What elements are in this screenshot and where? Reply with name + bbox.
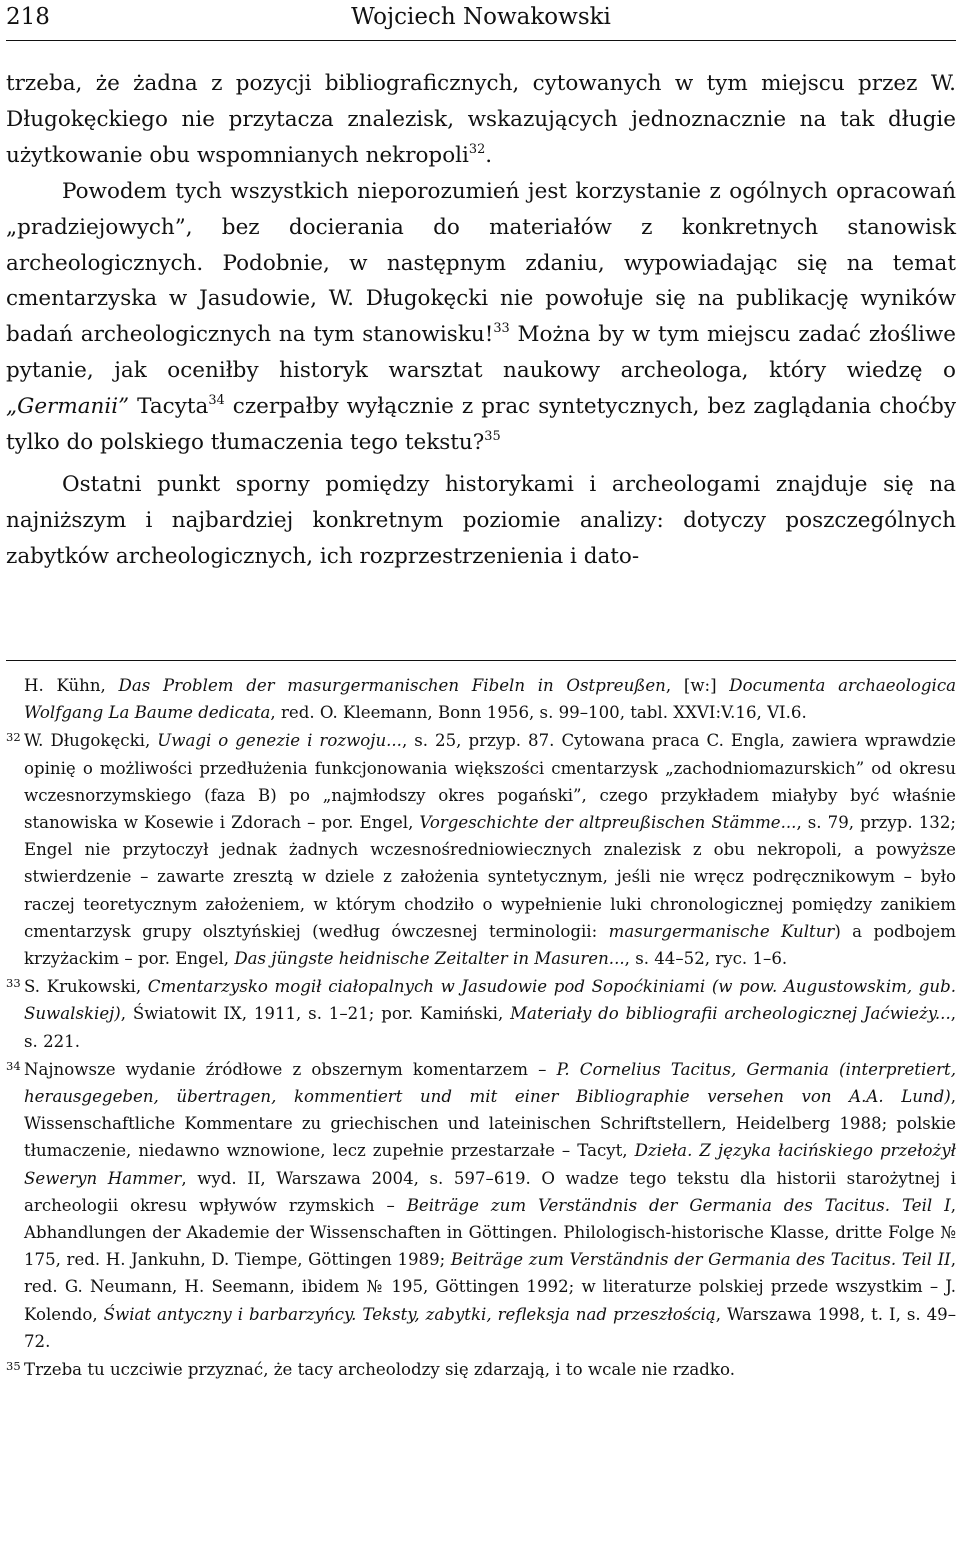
footnote-title: Cmentarzysko mogił ciałopalnych w Jasudowie pod Sopoćkiniami (w pow. Augustowskim, gub. Suwalskiej) xyxy=(24,977,956,1024)
paragraph-1-end: . xyxy=(485,142,493,168)
footnote-text: , [w:] xyxy=(665,676,730,695)
footnote-text: , Wissenschaftliche Kommentare zu griechischen und lateinischen Schriftstellern, Heidelberg 1988; polskie tłumaczenie, niedawno wznowione, lecz zupełnie przestarzałe – Tacyt, xyxy=(24,1087,956,1161)
footnote-33 xyxy=(6,973,956,1055)
paragraph-2 xyxy=(6,174,956,461)
header-rule xyxy=(6,40,956,41)
footnote-number: 32 xyxy=(6,730,21,745)
footnote-text: S. Krukowski, xyxy=(24,977,148,997)
footnote-text: H. Kühn, xyxy=(24,676,119,695)
footnote-text: , Światowit IX, 1911, s. 1–21; por. Kamiński, xyxy=(120,1004,511,1024)
footnote-text: , s. 221. xyxy=(24,1004,956,1051)
footnote-text: , wyd. II, Warszawa 2004, s. 597–619. O wadze tego tekstu dla historii starożytnej i archeologii okresu wpływów rzymskich – xyxy=(24,1168,956,1215)
running-head: Wojciech Nowakowski xyxy=(351,4,611,30)
footnote-35 xyxy=(6,1356,956,1383)
footnote-text: ) a podbojem krzyżackim – por. Engel, xyxy=(24,921,956,969)
footnote-text: , red. G. Neumann, H. Seemann, ibidem № 195, Göttingen 1992; w literaturze polskiej przede wszystkim – J. Kolendo, xyxy=(24,1250,956,1324)
footnote-number: 33 xyxy=(6,976,21,991)
footnote-title: Beiträge zum Verständnis der Germania des Tacitus. Teil I xyxy=(406,1195,951,1215)
footnote-title: Documenta archaeologica Wolfgang La Baume dedicata xyxy=(24,676,957,723)
paragraph-2-text-a: Powodem tych wszystkich nieporozumień jest korzystanie z ogólnych opracowań „pradziejowych”, bez docierania do materiałów z konkretnych stanowisk archeologicznych. Podobnie, w następnym zdaniu, wypowiadając się na temat cmentarzyska w Jasudowie, W. Długokęcki nie powołuje się na publikację wyników badań archeologicznych na tym stanowisku! xyxy=(6,178,956,348)
footnote-rule xyxy=(6,660,956,661)
paragraph-1-text: trzeba, że żadna z pozycji bibliograficznych, cytowanych w tym miejscu przez W. Długokęckiego nie przytacza znalezisk, wskazujących jednoznacznie na tak długie użytkowanie obu wspomnianych nekropoli xyxy=(6,71,956,168)
footnote-text: W. Długokęcki, xyxy=(24,731,158,751)
footnote-title: Vorgeschichte der altpreußischen Stämme... xyxy=(419,813,797,833)
footnote-title: Dzieła. Z języka łacińskiego przełożył Seweryn Hammer xyxy=(24,1141,956,1188)
footnote-text: , s. 44–52, ryc. 1–6. xyxy=(624,949,788,969)
footnote-title: P. Cornelius Tacitus, Germania (interpretiert, herausgegeben, übertragen, kommentiert und mit einer Bibliographie versehen von A.A. Lund) xyxy=(24,1059,956,1107)
footnote-text: Trzeba tu uczciwie przyznać, że tacy archeolodzy się zdarzają, i to wcale nie rzadko. xyxy=(24,1360,735,1380)
footnote-text: , red. O. Kleemann, Bonn 1956, s. 99–100, tabl. XXVI:V.16, VI.6. xyxy=(270,703,807,723)
footnote-number: 35 xyxy=(6,1359,21,1374)
footnote-title: Das Problem der masurgermanischen Fibeln in Ostpreußen xyxy=(118,676,666,695)
footnote-number: 34 xyxy=(6,1058,21,1073)
footnote-continued xyxy=(6,672,956,726)
paragraph-2-text-c: Tacyta xyxy=(129,394,209,420)
footnote-title: Świat antyczny i barbarzyńcy. Teksty, zabytki, refleksja nad przeszłością xyxy=(103,1304,716,1324)
page-header xyxy=(6,2,956,38)
page-number: 218 xyxy=(6,4,50,30)
footnote-34 xyxy=(6,1056,956,1355)
footnotes xyxy=(6,672,956,1383)
footnote-title: Das jüngste heidnische Zeitalter in Masuren... xyxy=(234,949,625,969)
footnote-ref-34[interactable]: 34 xyxy=(208,393,225,409)
paragraph-2-text-b: Można by w tym miejscu zadać złośliwe pytanie, jak oceniłby historyk warsztat naukowy archeologa, który wiedzę o xyxy=(6,322,957,384)
paragraph-2-text-d: czerpałby wyłącznie z prac syntetycznych, bez zaglądania choćby tylko do polskiego tłumaczenia tego tekstu? xyxy=(6,394,956,456)
footnote-text: , Abhandlungen der Akademie der Wissenschaften in Göttingen. Philologisch-historische Klasse, dritte Folge № 175, red. H. Jankuhn, D. Tiempe, Göttingen 1989; xyxy=(24,1195,956,1270)
footnote-text: , s. 25, przyp. 87. Cytowana praca C. Engla, zawiera wprawdzie opinię o możliwości przedłużenia funkcjonowania większości cmentarzysk „zachodniomazurskich” od okresu wczesnorzymskiego (faza B) po „najmłodszy okres pogański”, czego przykładem miałyby być właśnie stanowiska w Kosewie i Zdorach – por. Engel, xyxy=(24,731,956,833)
paragraph-3: Ostatni punkt sporny pomiędzy historykami i archeologami znajduje się na najniższym i najbardziej konkretnym poziomie analizy: dotyczy poszczególnych zabytków archeologicznych, ich rozprzestrzenienia i dato- xyxy=(6,471,956,569)
footnote-text: , s. 79, przyp. 132; Engel nie przytoczył jednak żadnych wczesnośredniowiecznych znalezisk z obu nekropoli, a powyższe stwierdzenie – zawarte zresztą w dziele z założenia syntetycznym, jeśli nie wręcz podręcznikowym – było raczej teoretycznym założeniem, w którym chodziło o wypełnienie luki chronologicznej pomiędzy zanikiem cmentarzysk grupy olsztyńskiej (według ówczesnej terminologii: xyxy=(24,813,956,941)
footnote-32 xyxy=(6,727,956,972)
footnote-title: Materiały do bibliografii archeologicznej Jaćwieży... xyxy=(510,1004,951,1024)
footnote-text: Najnowsze wydanie źródłowe z obszernym komentarzem – xyxy=(24,1059,557,1079)
paragraph-1 xyxy=(6,66,956,174)
footnote-ref-32[interactable]: 32 xyxy=(468,141,486,157)
footnote-ref-35[interactable]: 35 xyxy=(484,429,501,445)
footnote-title: Uwagi o genezie i rozwoju... xyxy=(157,731,402,751)
footnote-title: Beiträge zum Verständnis der Germania des Tacitus. Teil II xyxy=(450,1250,951,1270)
footnote-ref-33[interactable]: 33 xyxy=(493,321,510,337)
germania-title: „Germanii” xyxy=(6,394,130,420)
footnote-title: masurgermanische Kultur xyxy=(608,921,835,941)
main-text xyxy=(6,66,956,575)
footnote-text: , Warszawa 1998, t. I, s. 49–72. xyxy=(24,1304,957,1351)
